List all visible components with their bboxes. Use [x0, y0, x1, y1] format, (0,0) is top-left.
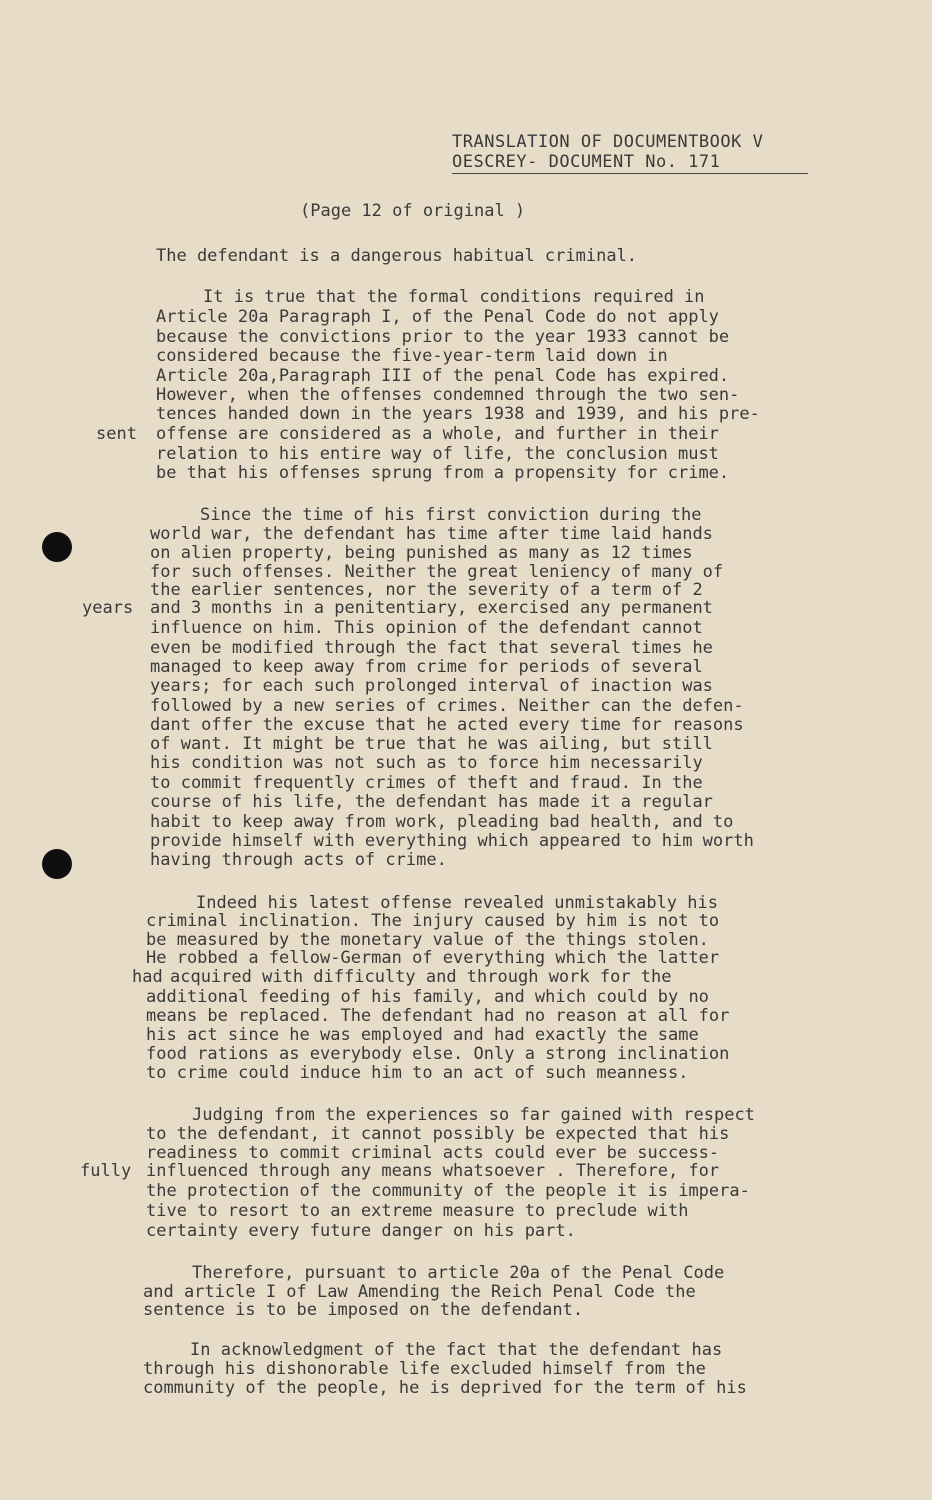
paragraph-line: However, when the offenses condemned through the two sen-: [156, 385, 740, 405]
margin-word: sent: [96, 424, 137, 444]
paragraph-line: considered because the five-year-term laid down in: [156, 346, 668, 366]
paragraph-line: means be replaced. The defendant had no reason at all for: [146, 1006, 730, 1026]
paragraph-line: course of his life, the defendant has made it a regular: [150, 792, 713, 812]
paragraph-heading: The defendant is a dangerous habitual criminal.: [156, 246, 638, 266]
paragraph-line: to commit frequently crimes of theft and fraud. In the: [150, 773, 703, 793]
paragraph-line: the protection of the community of the people it is impera-: [146, 1181, 750, 1201]
paragraph-line: dant offer the excuse that he acted every time for reasons: [150, 715, 744, 735]
document-header: [452, 132, 808, 172]
paragraph-line: Indeed his latest offense revealed unmistakably his: [196, 893, 718, 913]
header-underline: [452, 173, 808, 174]
paragraph-line: and 3 months in a penitentiary, exercised any permanent: [150, 598, 713, 618]
paragraph-line: sentence is to be imposed on the defendant.: [143, 1300, 584, 1320]
paragraph-line: followed by a new series of crimes. Neither can the defen-: [150, 696, 744, 716]
paragraph-line: It is true that the formal conditions required in: [203, 287, 705, 307]
paragraph-line: offense are considered as a whole, and further in their: [156, 424, 719, 444]
header-line-1: TRANSLATION OF DOCUMENTBOOK V: [452, 132, 764, 152]
page-reference: (Page 12 of original ): [300, 201, 526, 221]
binder-hole: [42, 849, 72, 879]
paragraph-line: Therefore, pursuant to article 20a of the Penal Code: [192, 1263, 725, 1283]
paragraph-line: In acknowledgment of the fact that the defendant has: [190, 1340, 723, 1360]
paragraph-line: through his dishonorable life excluded himself from the: [143, 1359, 706, 1379]
paragraph-line: the earlier sentences, nor the severity of a term of 2: [150, 580, 703, 600]
paragraph-line: be measured by the monetary value of the things stolen.: [146, 930, 709, 950]
margin-word: had: [132, 967, 163, 987]
paragraph-line: on alien property, being punished as many as 12 times: [150, 543, 693, 563]
header-line-2: OESCREY- DOCUMENT No. 171: [452, 152, 721, 172]
paragraph-line: be that his offenses sprung from a propensity for crime.: [156, 463, 730, 483]
paragraph-line: for such offenses. Neither the great leniency of many of: [150, 562, 724, 582]
paragraph-line: managed to keep away from crime for periods of several: [150, 657, 703, 677]
paragraph-line: because the convictions prior to the year 1933 cannot be: [156, 327, 730, 347]
paragraph-line: influenced through any means whatsoever . Therefore, for: [146, 1161, 720, 1181]
paragraph-line: years; for each such prolonged interval of inaction was: [150, 676, 713, 696]
paragraph-line: tive to resort to an extreme measure to preclude with: [146, 1201, 689, 1221]
paragraph-line: readiness to commit criminal acts could ever be success-: [146, 1143, 720, 1163]
paragraph-line: world war, the defendant has time after time laid hands: [150, 524, 713, 544]
paragraph-line: criminal inclination. The injury caused by him is not to: [146, 911, 720, 931]
paragraph-line: Judging from the experiences so far gained with respect: [192, 1105, 755, 1125]
binder-hole: [42, 532, 72, 562]
paragraph-line: provide himself with everything which appeared to him worth: [150, 831, 754, 851]
paragraph-line: He robbed a fellow-German of everything which the latter: [146, 948, 720, 968]
margin-word: years: [82, 598, 134, 618]
paragraph-line: community of the people, he is deprived for the term of his: [143, 1378, 747, 1398]
margin-word: fully: [80, 1161, 132, 1181]
paragraph-line: habit to keep away from work, pleading bad health, and to: [150, 812, 734, 832]
paragraph-line: additional feeding of his family, and which could by no: [146, 987, 709, 1007]
paragraph-line: certainty every future danger on his part.: [146, 1221, 576, 1241]
paragraph-line: having through acts of crime.: [150, 850, 447, 870]
paragraph-line: tences handed down in the years 1938 and 1939, and his pre-: [156, 404, 760, 424]
paragraph-line: of want. It might be true that he was ailing, but still: [150, 734, 713, 754]
paragraph-line: acquired with difficulty and through work for the: [170, 967, 672, 987]
paragraph-line: even be modified through the fact that several times he: [150, 638, 713, 658]
paragraph-line: influence on him. This opinion of the defendant cannot: [150, 618, 703, 638]
paragraph-line: his act since he was employed and had exactly the same: [146, 1025, 699, 1045]
paragraph-line: Article 20a Paragraph I, of the Penal Code do not apply: [156, 307, 719, 327]
paragraph-line: to the defendant, it cannot possibly be expected that his: [146, 1124, 730, 1144]
paragraph-line: relation to his entire way of life, the conclusion must: [156, 444, 719, 464]
paragraph-line: Article 20a,Paragraph III of the penal Code has expired.: [156, 366, 730, 386]
paragraph-line: his condition was not such as to force him necessarily: [150, 753, 703, 773]
paragraph-line: and article I of Law Amending the Reich Penal Code the: [143, 1282, 696, 1302]
paragraph-line: food rations as everybody else. Only a strong inclination: [146, 1044, 730, 1064]
paragraph-line: to crime could induce him to an act of such meanness.: [146, 1063, 689, 1083]
paragraph-line: Since the time of his first conviction during the: [200, 505, 702, 525]
